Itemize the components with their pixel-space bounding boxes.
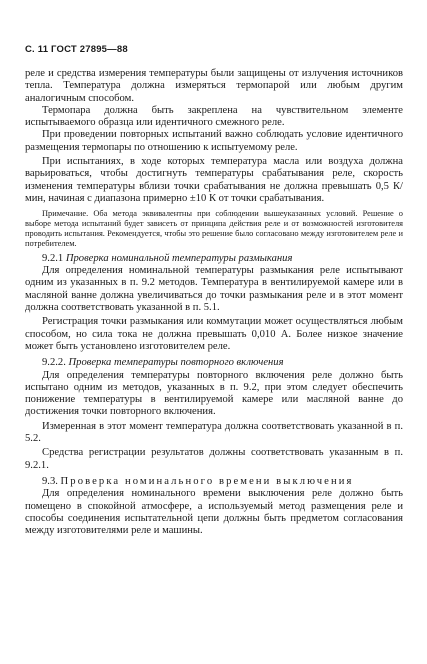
paragraph: Для определения номинальной температуры размыкания реле испытывают одним из указанных в п. 9.2 методов. Температура в вентилируемой камере или в масляной ванне должна увеличиваться до точки размыкания реле и в этот момент должна соответствовать указанной в п. 5.1. [25, 265, 403, 314]
paragraph: Для определения номинального времени выключения реле должно быть помещено в спокойной атмосфере, а используемый метод размещения реле и способы соединения испытательной цепи должны быть предметом согласования между изготовителями реле и машины. [25, 488, 403, 537]
paragraph: Регистрация точки размыкания или коммутации может осуществляться любым способом, но сила тока не должна превышать 0,010 А. Более низкое значение может быть установлено изготовителем реле. [25, 316, 403, 352]
section-number: 9.2.2. [42, 357, 66, 369]
section-heading-9-2-1 [25, 253, 403, 265]
section-heading-9-2-2 [25, 357, 403, 369]
section-number: 9.2.1 [42, 252, 64, 264]
page-header: С. 11 ГОСТ 27895—88 [25, 44, 128, 55]
paragraph: Для определения температуры повторного включения реле должно быть испытано одним из методов, указанных в п. 9.2, при этом следует обеспечить понижение температуры в вентилируемой камере или масляной ванне до достижения точки повторного включения. [25, 369, 403, 418]
section-title: Проверка температуры повторного включения [68, 357, 284, 369]
paragraph: реле и средства измерения температуры были защищены от излучения источников тепла. Температура должна измеряться термопарой или любым другим аналогичным способом. [25, 68, 403, 104]
section-title: Проверка номинального времени выключения [60, 475, 354, 487]
page-content [25, 68, 403, 537]
paragraph: Измеренная в этот момент температура должна соответствовать указанной в п. 5.2. [25, 420, 403, 445]
section-heading-9-3 [25, 476, 403, 488]
paragraph: Средства регистрации результатов должны соответствовать указанным в п. 9.2.1. [25, 447, 403, 471]
note: Примечание. Оба метода эквивалентны при соблюдении вышеуказанных условий. Решение о выборе метода испытаний будет зависеть от принципа действия реле и от возможностей изготовителя проводить испытания. Рекомендуется, чтобы это решение было согласовано между изготовителем реле и потребителем. [25, 209, 403, 248]
paragraph: Термопара должна быть закреплена на чувствительном элементе испытываемого образца или идентичного смежного реле. [25, 104, 403, 129]
paragraph: При испытаниях, в ходе которых температура масла или воздуха должна варьироваться, чтобы достигнуть температуры срабатывания реле, скорость изменения температуры вблизи точки срабатывания не должна превышать 0,5 К/мин, начиная с диапазона примерно ±10 К от точки срабатывания. [25, 156, 403, 204]
section-number: 9.3. [42, 475, 58, 487]
paragraph: При проведении повторных испытаний важно соблюдать условие идентичного размещения термопары по отношению к испытуемому реле. [25, 129, 403, 153]
section-title: Проверка номинальной температуры размыкания [65, 252, 293, 264]
